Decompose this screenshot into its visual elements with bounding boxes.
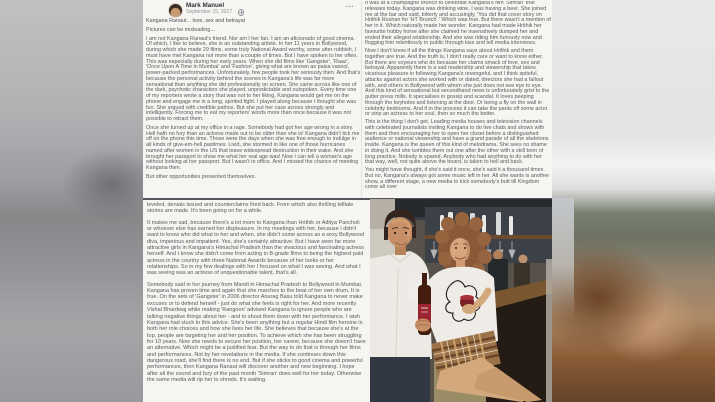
post-lede: Pictures can be misleading...	[146, 26, 215, 33]
facebook-post-collage	[143, 0, 552, 402]
timestamp[interactable]: September 15, 2017	[186, 9, 233, 16]
bar-scene-illustration	[370, 199, 552, 402]
post-paragraph: Now I don't know if all the things Kangana says about Hrithik and them together are true. And the truth is, I don't really care or want to know either. But there are voyeurs who do because her claims smack of love, sex and betrayal. Apparently there is a sad readership and viewership that takes vicarious pleasure in following Kangana's revengeful, and I think spiteful, attacks against actors she worked with or dated, directors she had a fallout with, and others in Bollywood with whom she just does not see eye to eye. And this kind of sensational but secondhand news is unfortunately grist to the gutter press mills. It specialises in gossip and scandal. It loves peeping through the keyholes and listening at the door. Or being a fly on the wall in celebrity bedrooms. And if in the process it can take the pants off some actor or strip an actress to her soul, then so much the better.	[365, 48, 550, 118]
post-column-3	[147, 202, 366, 402]
post-header-meta	[186, 2, 244, 16]
post-paragraph: Once she turned up at my office in a rage. Somebody had got her age wrong in a story. Hell hath no fury than an actress made out to be older than she is! Kangana didn't tick me off on the phone this time. Those were the days when she was free enough to indulge in all kinds of give-em-hell pastimes. Livid, she stormed in like one of those hurricanes named after women in the US that leave widespread destruction in their wake. And she brought her passport to show me what her real age was! Now I can tell a woman's age without looking at her passport. But I wasn't in office. And I missed the chance of meeting Kangana then.	[146, 124, 360, 171]
photo-mark-and-kangana[interactable]	[370, 199, 552, 402]
post-header	[146, 0, 361, 19]
blurred-background-sliver	[552, 198, 574, 318]
post-paragraph: It was at a champagne brunch to celebrate Kangana's film 'Simran' that releases today. Kangana was drinking wine, I was having a beer. She joined me at the bar and said, bitterly and accusingly, 'You did that cover story on Hrithik Roshan for 'HT Brunch'.' Which was true. But there wasn't a mention of her in it. Which naturally made her wonder. Kangana had made Hrithik her favourite hobby horse after she claimed he insensitively dumped her and ended their alleged relationship. And she was riding him furiously now and flogging him relentlessly in public through kiss and tell media interviews.	[365, 1, 551, 47]
post-column-1	[146, 0, 361, 198]
post-paragraph: But other opportunities presented themselves.	[146, 173, 256, 180]
post-meta	[186, 9, 244, 16]
post-paragraph: I am not Kangana Ranaut's friend. Nor am I her fan. I am an aficionado of good cinema. Of which, I like to believe, she is an outstanding artiste. In her 11 years in Bollywood, during which she made 29 films, some truly National Award worthy, some utter rubbish, I must have met Kangana not more than a couple of times. But I have spoken to her often. This was especially during her early years. When she did films like 'Gangster', 'Raaz', 'Once Upon A Time in Mumbai' and 'Fashion', giving what are known as paisa vasool, power-packed performances. Unfortunately, few people took her seriously then. And that's because the personal activity behind the scenes in Kangana's life was far more sensational than anything she did professionally on screen. She came across like one of the dark, psychotic characters she played, unpredictable and outspoken. Every time one of my reporters wrote a story that was not to her liking, Kangana would get me on the phone and engage me in a long, spirited fight. I played along because I thought she was fun. She argued with credible pathos. But she put her case across strongly and intelligently. Forcing me to eat my reporters' words more than once because it was not possible to retract them.	[146, 35, 361, 122]
column-divider	[361, 0, 362, 198]
avatar[interactable]	[168, 3, 183, 18]
post-paragraph: It makes me sad, because there's a lot more to Kangana than Hrithik or Aditya Pancholi or whoever else has earned her displeasure. In my meetings with her, because I didn't want to know who did what to her and when, she didn't come across as a sexy Bollywood diva, imperious and impatient. Yes, she's certainly attractive. But I have seen far more attractive girls in Kangana's Himachal Pradesh than the vivacious and fascinating actress herself. And I know she didn't come from acting in B-grade films to being the highest paid actress in the country with three National Awards because of her looks or her relationships. So in my few dealings with her I focused on what I was seeing. And what I was seeing was an actress of unquestionable talent, that's all.	[147, 219, 365, 277]
author-link[interactable]: Mark Manuel	[186, 2, 225, 9]
post-column-2	[365, 1, 552, 198]
post-paragraph: Somebody said in her journey from Mandi in Himachal Pradesh to Bollywood in Mumbai, Kangana has proven time and again that she marches to the beat of her own drum. It is true. On the sets of 'Gangster' in 2006 director Anurag Basu told Kangana to never make excuses or to defend herself - just do what she feels is right for her. And more recently Vishal Bhardwaj while making 'Rangoon' advised Kangana to ignore people who are talking negative things about her - and to shout them down with her performance. I wish Kangana had stuck to this advice. She's been anything but a regular Hindi film heroine in both her role choices and how she lives her life. She believes that because she's at the top, people are targeting her and her position. To achieve which she has been struggling for 10 years. Now she needs to secure her position, her career, because she doesn't have an alternative. Which might be a justified fear. But the way to do that is through her films and performances. Not by her revelations in the media. If she continues down this dangerous road, she'll find there is no end. But if she sticks to good cinema and powerful performances, then Kangana Ranaut will discover another and new beginning. I hope after all the sound and fury of the past month 'Simran' does well for her today. Otherwise the same media will rip her to shreds. It's waiting.	[147, 281, 366, 383]
post-paragraph: This is the thing I don't get. Leading media houses and television channels with celebrated journalists inviting Kangana to do live chats and shows with them and then encouraging her to open her closet before a distinguished audience or national viewership and have a grand parade of all the skeletons inside. Kangana is the queen of this kind of melodrama. She sees no shame in doing it. And she tumbles them out one after the other with a skill born of long practice. Nobody is spared. Anybody who had anything to do with her that way, well, not quite above the board, is taken to hell and back.	[365, 119, 549, 166]
post-paragraph: You might have thought, if she's said it once, she's said it a thousand times. But no, Kangana's always got some music left in her. All she wants is another show, a different stage, a new media to kick somebody's butt till Kingdom come all over	[365, 167, 550, 191]
dot-separator: ·	[234, 9, 236, 16]
blurred-background-left	[0, 0, 143, 402]
post-paragraph: leveled, denials issued and counterclaims fired back. From which also thrilling telltale stories are made. It's been going on for a while.	[147, 202, 354, 215]
more-options-button[interactable]: ...	[345, 0, 354, 9]
globe-icon	[238, 9, 245, 16]
post-title: Kangana Ranaut... love, sex and betrayal	[146, 18, 245, 24]
blurred-background-right	[552, 0, 715, 402]
